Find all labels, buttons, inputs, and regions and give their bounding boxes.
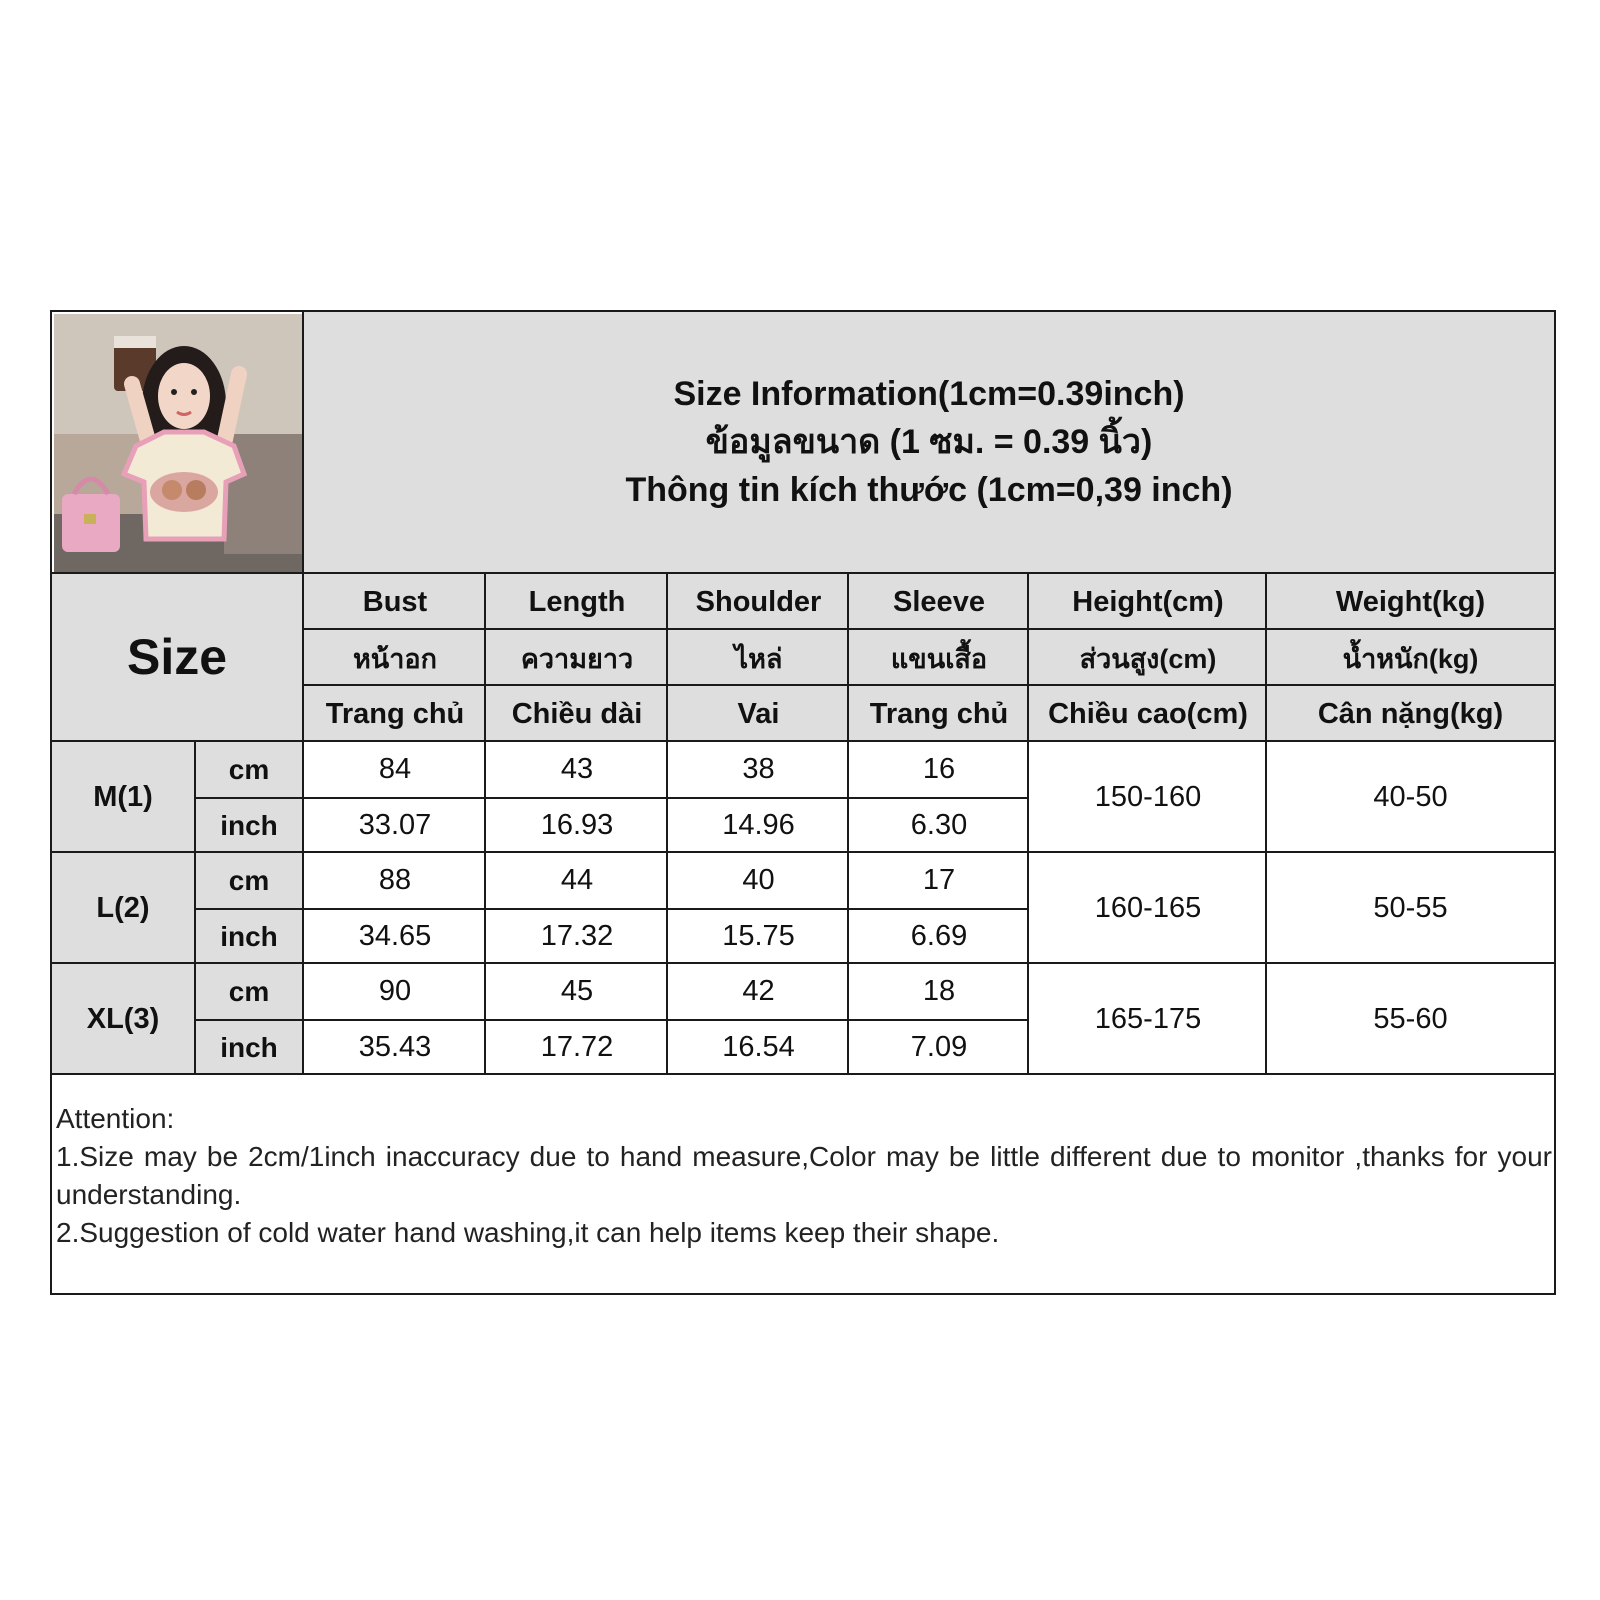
column-header-bust-th: หน้าอก [304,630,486,686]
attention-heading: Attention: [56,1103,175,1134]
note-2: 2.Suggestion of cold water hand washing,it can help items keep their shape. [56,1217,1000,1248]
table-cell: 40 [668,853,849,908]
table-cell: 16 [849,742,1029,797]
table-cell: 90 [304,964,486,1019]
column-header-height-cm-vi: Chiều cao(cm) [1029,686,1267,742]
table-cell: 18 [849,964,1029,1019]
table-cell: 84 [304,742,486,797]
table-cell: 34.65 [304,909,486,964]
column-header-shoulder-vi: Vai [668,686,849,742]
column-header-length-en: Length [486,574,668,630]
table-cell: 16.54 [668,1020,849,1075]
table-cell: 38 [668,742,849,797]
column-header-height-cm-en: Height(cm) [1029,574,1267,630]
grid-line [52,1073,1554,1075]
table-cell: 35.43 [304,1020,486,1075]
grid-line [302,572,304,1073]
grid-line [484,572,486,1073]
column-header-bust-en: Bust [304,574,486,630]
grid-line [1027,572,1029,1073]
table-cell-weight: 50-55 [1267,853,1554,964]
column-header-sleeve-vi: Trang chủ [849,686,1029,742]
grid-line [52,572,1554,574]
title-thai: ข้อมูลขนาด (1 ซม. = 0.39 นิ้ว) [705,423,1153,461]
table-cell: 43 [486,742,668,797]
unit-label-inch: inch [196,798,302,853]
unit-label-cm: cm [196,742,302,797]
grid-line [302,312,304,574]
note-1: 1.Size may be 2cm/1inch inaccuracy due to hand measure,Color may be little different due to monitor ,thanks for your understanding. [56,1141,1552,1210]
grid-line [847,572,849,1073]
grid-line [302,628,1554,630]
column-header-weight-kg-en: Weight(kg) [1267,574,1554,630]
table-cell-height: 150-160 [1029,742,1267,853]
table-cell: 7.09 [849,1020,1029,1075]
table-cell: 16.93 [486,798,668,853]
grid-line [302,684,1554,686]
column-header-length-th: ความยาว [486,630,668,686]
table-cell-weight: 55-60 [1267,964,1554,1075]
attention-notes [56,1100,1552,1290]
grid-line [666,572,668,1073]
grid-line [194,740,196,1073]
table-cell: 6.69 [849,909,1029,964]
size-label-m1: M(1) [52,742,194,853]
table-cell-height: 165-175 [1029,964,1267,1075]
table-cell: 6.30 [849,798,1029,853]
column-header-sleeve-en: Sleeve [849,574,1029,630]
column-header-sleeve-th: แขนเสื้อ [849,630,1029,686]
table-cell: 17 [849,853,1029,908]
grid-line [194,797,1029,799]
table-cell: 15.75 [668,909,849,964]
table-cell: 45 [486,964,668,1019]
title-vietnamese: Thông tin kích thước (1cm=0,39 inch) [625,471,1233,509]
column-header-bust-vi: Trang chủ [304,686,486,742]
product-photo [54,314,304,574]
table-cell: 33.07 [304,798,486,853]
column-header-shoulder-th: ไหล่ [668,630,849,686]
table-cell-height: 160-165 [1029,853,1267,964]
column-header-weight-kg-vi: Cân nặng(kg) [1267,686,1554,742]
title-english: Size Information(1cm=0.39inch) [673,375,1185,413]
column-header-length-vi: Chiều dài [486,686,668,742]
unit-label-cm: cm [196,853,302,908]
size-label-l2: L(2) [52,853,194,964]
column-header-weight-kg-th: น้ำหนัก(kg) [1267,630,1554,686]
grid-line [194,908,1029,910]
unit-label-inch: inch [196,1020,302,1075]
grid-line [52,851,1554,853]
grid-line [194,1019,1029,1021]
unit-label-inch: inch [196,909,302,964]
size-header: Size [52,574,302,740]
grid-line [52,962,1554,964]
grid-line [1265,572,1267,1073]
grid-line [52,740,1554,742]
size-label-xl3: XL(3) [52,964,194,1075]
table-cell: 42 [668,964,849,1019]
size-chart-table [50,310,1556,1295]
unit-label-cm: cm [196,964,302,1019]
column-header-shoulder-en: Shoulder [668,574,849,630]
table-cell: 17.72 [486,1020,668,1075]
table-cell: 14.96 [668,798,849,853]
column-header-height-cm-th: ส่วนสูง(cm) [1029,630,1267,686]
size-info-title [304,312,1554,572]
table-cell: 44 [486,853,668,908]
table-cell: 17.32 [486,909,668,964]
table-cell: 88 [304,853,486,908]
table-cell-weight: 40-50 [1267,742,1554,853]
